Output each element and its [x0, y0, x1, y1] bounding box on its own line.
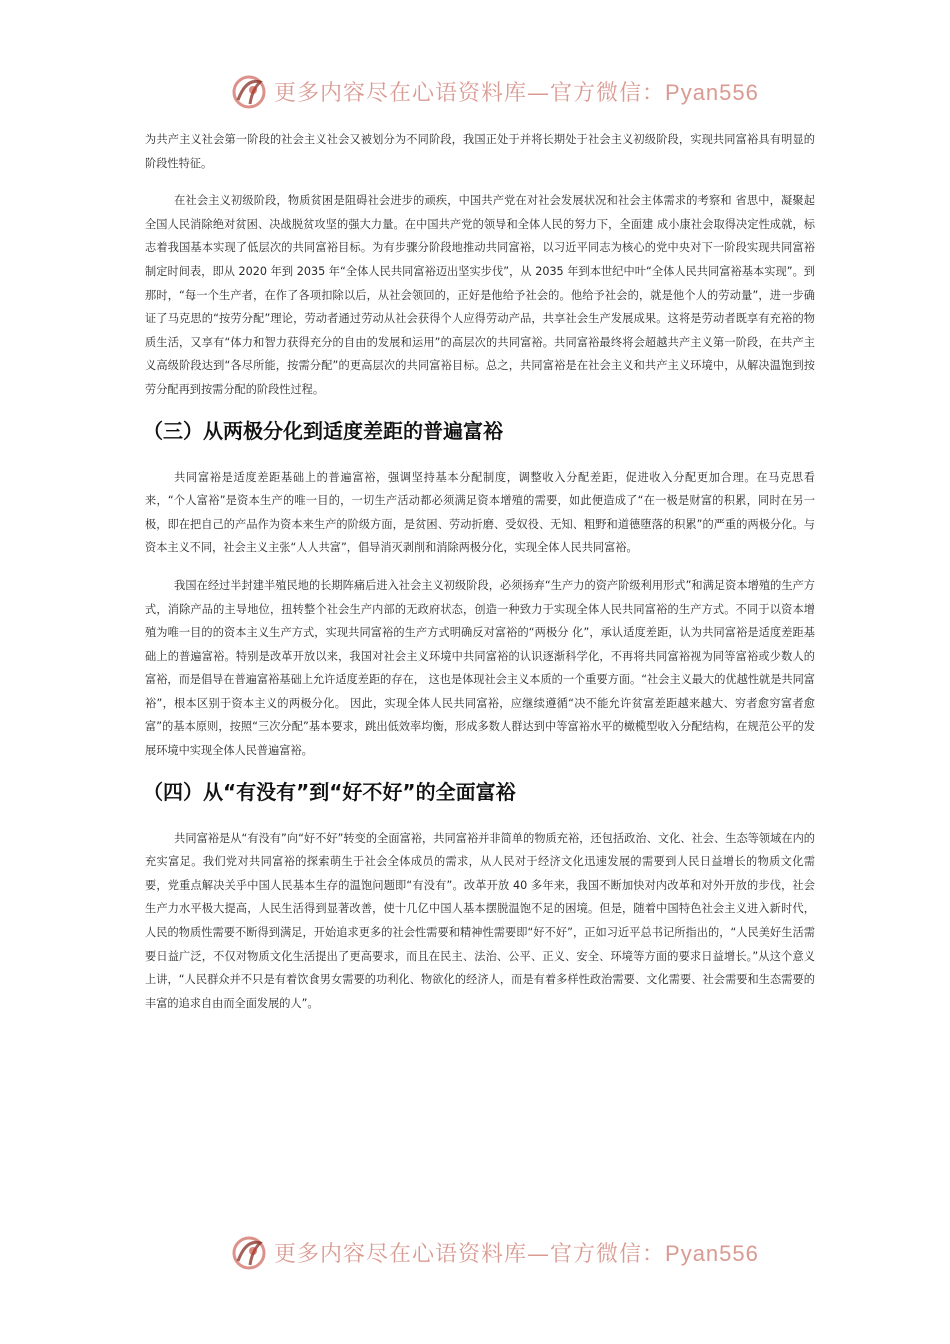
document-body	[145, 128, 815, 1029]
body-paragraph: 在社会主义初级阶段，物质贫困是阻碍社会进步的顽疾，中国共产党在对社会发展状况和社会主体需求的考察和 省思中，凝聚起全国人民消除绝对贫困、决战脱贫攻坚的强大力量。在中国共产党的领导和全体人民的努力下，全面建 成小康社会取得决定性成就，标志着我国基本实现了低层次的共同富裕目标。为有步骤分阶段地推动共同富裕，以习近平同志为核心的党中央对下一阶段实现共同富裕制定时间表，即从 2020 年到 2035 年“全体人民共同富裕迈出坚实步伐”，从 2035 年到本世纪中叶“全体人民共同富裕基本实现”。到那时，“每一个生产者，在作了各项扣除以后，从社会领回的，正好是他给予社会的。他给予社会的，就是他个人的劳动量”，进一步确证了马克思的“按劳分配”理论，劳动者通过劳动从社会获得个人应得劳动产品，共享社会生产发展成果。这将是劳动者既享有充裕的物质生活，又享有“体力和智力获得充分的自由的发展和运用”的高层次的共同富裕。共同富裕最终将会超越共产主义第一阶段，在共产主义高级阶段达到“各尽所能，按需分配”的更高层次的共同富裕目标。总之，共同富裕是在社会主义和共产主义环境中，从解决温饱到按劳分配再到按需分配的阶段性过程。	[145, 194, 815, 396]
body-paragraph: 我国在经过半封建半殖民地的长期阵痛后进入社会主义初级阶段，必须扬弃“生产力的资产阶级利用形式”和满足资本增殖的生产方式，消除产品的主导地位，扭转整个社会生产内部的无政府状态，创造一种致力于实现全体人民共同富裕的生产方式。不同于以资本增殖为唯一目的的资本主义生产方式，实现共同富裕的生产方式明确反对富裕的“两极分 化”，承认适度差距，认为共同富裕是适度差距基础上的普遍富裕。特别是改革开放以来，我国对社会主义环境中共同富裕的认识逐渐科学化，不再将共同富裕视为同等富裕或少数人的富裕，而是倡导在普遍富裕基础上允许适度差距的存在， 这也是体现社会主义本质的一个重要方面。“社会主义最大的优越性就是共同富裕”，根本区别于资本主义的两极分化。 因此，实现全体人民共同富裕，应继续遵循“决不能允许贫富差距越来越大、穷者愈穷富者愈富”的基本原则，按照“三次分配”基本要求，跳出低效率均衡，形成多数人群达到中等富裕水平的橄榄型收入分配结构，在规范公平的发展环境中实现全体人民普遍富裕。	[145, 578, 815, 758]
body-paragraph: 为共产主义社会第一阶段的社会主义社会又被划分为不同阶段，我国正处于并将长期处于社会主义初级阶段，实现共同富裕具有明显的阶段性特征。	[145, 133, 815, 170]
brand-logo-icon	[228, 1231, 270, 1273]
section-heading: （四）从“有没有”到“好不好”的全面富裕	[143, 779, 516, 804]
brand-logo-icon	[228, 70, 270, 112]
watermark-text: 更多内容尽在心语资料库—官方微信：Pyan556	[274, 80, 759, 106]
section-heading: （三）从两极分化到适度差距的普遍富裕	[143, 418, 503, 443]
body-paragraph: 共同富裕是从“有没有”向“好不好”转变的全面富裕，共同富裕并非简单的物质充裕，还包括政治、文化、社会、生态等领域在内的充实富足。我们党对共同富裕的探索萌生于社会全体成员的需求，从人民对于经济文化迅速发展的需要到人民日益增长的物质文化需要，党重点解决关乎中国人民基本生存的温饱问题即“有没有”。改革开放 40 多年来，我国不断加快对内改革和对外开放的步伐，社会生产力水平极大提高，人民生活得到显著改善，使十几亿中国人基本摆脱温饱不足的困境。但是，随着中国特色社会主义进入新时代，人民的物质性需要不断得到满足，开始追求更多的社会性需要和精神性需要即“好不好”，正如习近平总书记所指出的，“人民美好生活需要日益广泛，不仅对物质文化生活提出了更高要求，而且在民主、法治、公平、正义、安全、环境等方面的要求日益增长。”从这个意义上讲，“人民群众并不只是有着饮食男女需要的功利化、物欲化的经济人，而是有着多样性政治需要、文化需要、社会需要和生态需要的丰富的追求自由而全面发展的人”。	[145, 831, 815, 1010]
watermark-text: 更多内容尽在心语资料库—官方微信：Pyan556	[274, 1241, 759, 1267]
header-watermark-banner	[0, 68, 950, 118]
footer-watermark-banner	[0, 1229, 950, 1279]
body-paragraph: 共同富裕是适度差距基础上的普遍富裕，强调坚持基本分配制度，调整收入分配差距，促进收入分配更加合理。在马克思看来，“个人富裕”是资本生产的唯一目的，一切生产活动都必须满足资本增殖的需要，如此便造成了“在一极是财富的积累，同时在另一极，即在把自己的产品作为资本来生产的阶级方面，是贫困、劳动折磨、受奴役、无知、粗野和道德堕落的积累”的严重的两极分化。与资本主义不同，社会主义主张“人人共富”，倡导消灭剥削和消除两极分化，实现全体人民共同富裕。	[145, 470, 815, 555]
